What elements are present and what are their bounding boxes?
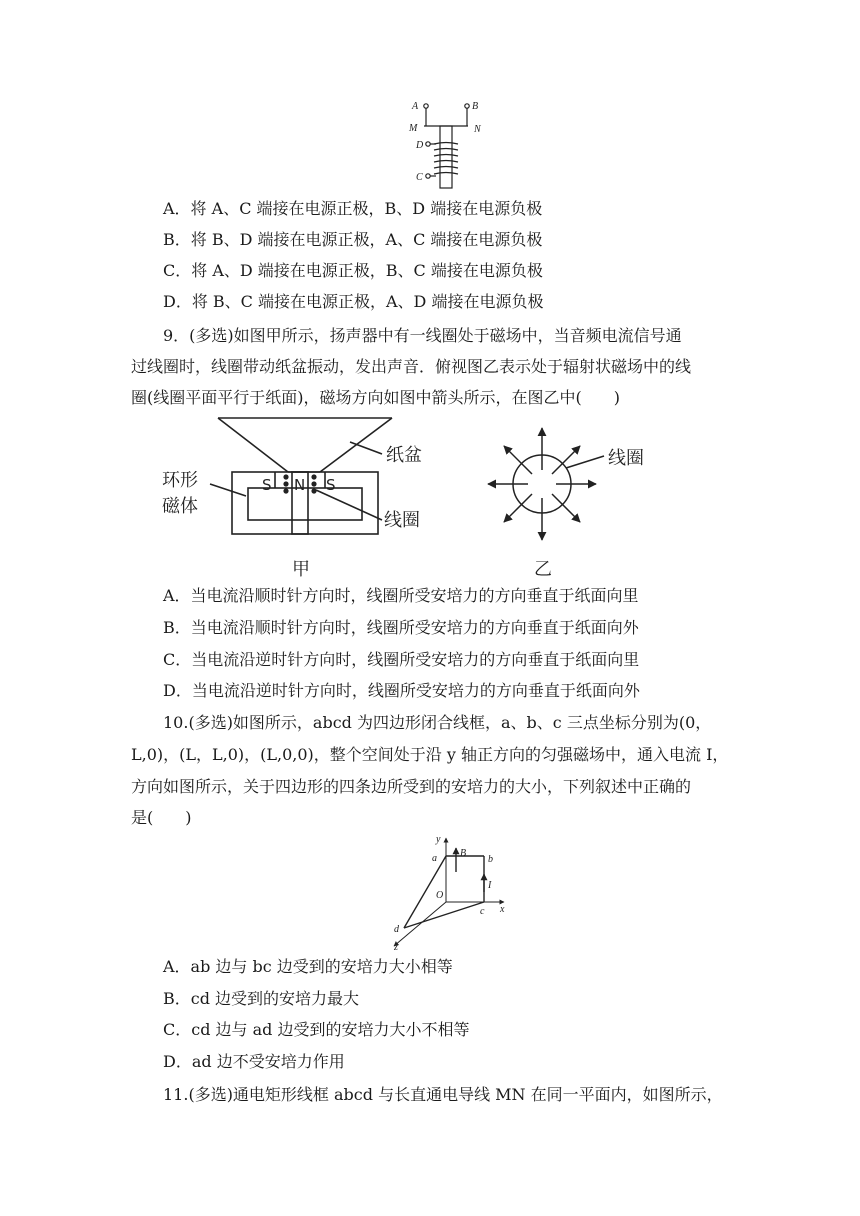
q10-stem-line-2: L,0)，(L，L,0)，(L,0,0)，整个空间处于沿 y 轴正方向的匀强磁场中，通入电流 I， [131,745,729,764]
label-field-b: B [460,848,467,859]
label-z-axis: z [394,942,398,952]
label-c: C [416,172,423,183]
label-x-axis: x [500,904,505,915]
label-paper-cone: 纸盆 [386,445,422,466]
label-d: D [416,140,424,151]
label-m: M [409,123,418,134]
q10-stem-line-1: 10.(多选)如图所示，abcd 为四边形闭合线框，a、b、c 三点坐标分别为(0， [163,713,712,732]
q11-stem-line-1: 11.(多选)通电矩形线框 abcd 与长直通电导线 MN 在同一平面内，如图所示， [163,1085,723,1104]
label-ring-magnet-1: 环形 [162,470,198,491]
label-ring-magnet-2: 磁体 [162,496,198,517]
coil-figure [400,96,500,192]
label-point-a: a [432,853,437,864]
speaker-figure-jia [150,412,450,582]
label-origin: O [436,890,444,901]
label-point-b: b [488,854,493,865]
q9-stem-line-1: 9．(多选)如图甲所示，扬声器中有一线圈处于磁场中，当音频电流信号通 [163,326,682,345]
label-coil: 线圈 [384,510,420,531]
q9-option-a: A．当电流沿顺时针方向时，线圈所受安培力的方向垂直于纸面向里 [163,586,639,605]
q9-option-c: C．当电流沿逆时针方向时，线圈所受安培力的方向垂直于纸面向里 [163,650,640,669]
caption-jia: 甲 [292,559,310,580]
caption-yi: 乙 [534,559,552,580]
frame-3d-figure [368,828,518,952]
q9-option-d: D．当电流沿逆时针方向时，线圈所受安培力的方向垂直于纸面向外 [163,681,640,700]
label-point-c: c [480,906,485,917]
q9-stem-line-2: 过线圈时，线圈带动纸盆振动，发出声音．俯视图乙表示处于辐射状磁场中的线 [131,357,692,376]
q10-option-c: C．cd 边与 ad 边受到的安培力大小不相等 [163,1020,470,1039]
q10-stem-line-4: 是( ) [131,808,192,827]
label-n: N [474,124,481,135]
label-coil-yi: 线圈 [608,448,644,469]
label-y-axis: y [436,834,441,845]
q9-stem-line-3: 圈(线圈平面平行于纸面)，磁场方向如图中箭头所示，在图乙中( ) [131,388,620,407]
q9-option-b: B．当电流沿顺时针方向时，线圈所受安培力的方向垂直于纸面向外 [163,618,639,637]
radial-field-figure-yi [478,420,678,582]
q8-option-c: C．将 A、D 端接在电源正极，B、C 端接在电源负极 [163,261,543,280]
q8-option-d: D．将 B、C 端接在电源正极，A、D 端接在电源负极 [163,292,544,311]
label-s-right: S [326,476,336,494]
q8-option-b: B．将 B、D 端接在电源正极，A、C 端接在电源负极 [163,230,543,249]
q10-option-b: B．cd 边受到的安培力最大 [163,989,360,1008]
label-n-pole: N [294,476,306,494]
label-point-d: d [394,924,399,935]
q10-option-a: A．ab 边与 bc 边受到的安培力大小相等 [163,957,453,976]
label-b: B [472,101,479,112]
q8-option-a: A．将 A、C 端接在电源正极，B、D 端接在电源负极 [163,199,543,218]
q10-option-d: D．ad 边不受安培力作用 [163,1052,345,1071]
q10-stem-line-3: 方向如图所示，关于四边形的四条边所受到的安培力的大小，下列叙述中正确的 [131,777,692,796]
label-s-left: S [262,476,272,494]
label-current-i: I [488,880,492,891]
label-a: A [412,101,419,112]
